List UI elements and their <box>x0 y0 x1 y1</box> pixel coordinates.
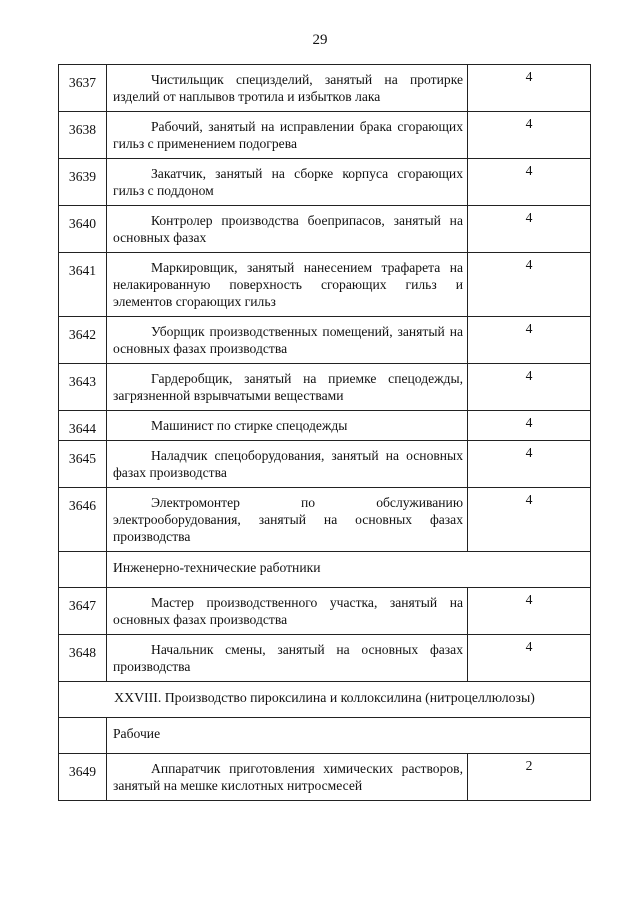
row-description: Гардеробщик, занятый на приемке спецодежды, загрязненной взрывчатыми веществами <box>107 364 468 411</box>
section-row <box>59 682 591 718</box>
row-value: 2 <box>468 754 591 801</box>
subheader-title: Рабочие <box>107 718 591 754</box>
section-title: XXVIII. Производство пироксилина и коллоксилина (нитроцеллюлозы) <box>59 682 591 718</box>
table-row <box>59 253 591 317</box>
row-value: 4 <box>468 65 591 112</box>
row-value: 4 <box>468 112 591 159</box>
row-value: 4 <box>468 317 591 364</box>
subheader-number-cell <box>59 552 107 588</box>
row-number: 3637 <box>59 65 107 112</box>
row-value: 4 <box>468 635 591 682</box>
row-number: 3642 <box>59 317 107 364</box>
table-row <box>59 65 591 112</box>
subheader-row <box>59 552 591 588</box>
table-row <box>59 112 591 159</box>
table-row <box>59 635 591 682</box>
table-row <box>59 488 591 552</box>
page-number: 29 <box>312 32 328 48</box>
row-number: 3640 <box>59 206 107 253</box>
row-number: 3641 <box>59 253 107 317</box>
occupations-table <box>58 64 591 801</box>
table-row <box>59 364 591 411</box>
subheader-number-cell <box>59 718 107 754</box>
row-value: 4 <box>468 159 591 206</box>
row-description: Аппаратчик приготовления химических растворов, занятый на мешке кислотных нитросмесей <box>107 754 468 801</box>
table-row <box>59 411 591 441</box>
table-row <box>59 317 591 364</box>
row-description: Закатчик, занятый на сборке корпуса сгорающих гильз с поддоном <box>107 159 468 206</box>
row-description: Машинист по стирке спецодежды <box>107 411 468 441</box>
row-value: 4 <box>468 411 591 441</box>
row-value: 4 <box>468 364 591 411</box>
row-value: 4 <box>468 441 591 488</box>
row-value: 4 <box>468 253 591 317</box>
row-number: 3643 <box>59 364 107 411</box>
row-description: Уборщик производственных помещений, занятый на основных фазах производства <box>107 317 468 364</box>
row-description: Рабочий, занятый на исправлении брака сгорающих гильз с применением подогрева <box>107 112 468 159</box>
row-number: 3638 <box>59 112 107 159</box>
table-row <box>59 588 591 635</box>
row-number: 3646 <box>59 488 107 552</box>
subheader-title: Инженерно-технические работники <box>107 552 591 588</box>
row-number: 3648 <box>59 635 107 682</box>
row-number: 3649 <box>59 754 107 801</box>
row-number: 3639 <box>59 159 107 206</box>
table-row <box>59 159 591 206</box>
row-description: Наладчик спецоборудования, занятый на основных фазах производства <box>107 441 468 488</box>
table-row <box>59 206 591 253</box>
row-value: 4 <box>468 206 591 253</box>
row-number: 3647 <box>59 588 107 635</box>
row-description: Маркировщик, занятый нанесением трафарета на нелакированную поверхность сгорающих гильз и элементов сгорающих гильз <box>107 253 468 317</box>
table-row <box>59 754 591 801</box>
row-number: 3645 <box>59 441 107 488</box>
row-value: 4 <box>468 588 591 635</box>
row-description: Электромонтер по обслуживанию электрооборудования, занятый на основных фазах производства <box>107 488 468 552</box>
row-value: 4 <box>468 488 591 552</box>
subheader-row <box>59 718 591 754</box>
row-description: Чистильщик специзделий, занятый на протирке изделий от наплывов тротила и избытков лака <box>107 65 468 112</box>
row-description: Начальник смены, занятый на основных фазах производства <box>107 635 468 682</box>
row-number: 3644 <box>59 411 107 441</box>
table-row <box>59 441 591 488</box>
row-description: Мастер производственного участка, занятый на основных фазах производства <box>107 588 468 635</box>
row-description: Контролер производства боеприпасов, занятый на основных фазах <box>107 206 468 253</box>
